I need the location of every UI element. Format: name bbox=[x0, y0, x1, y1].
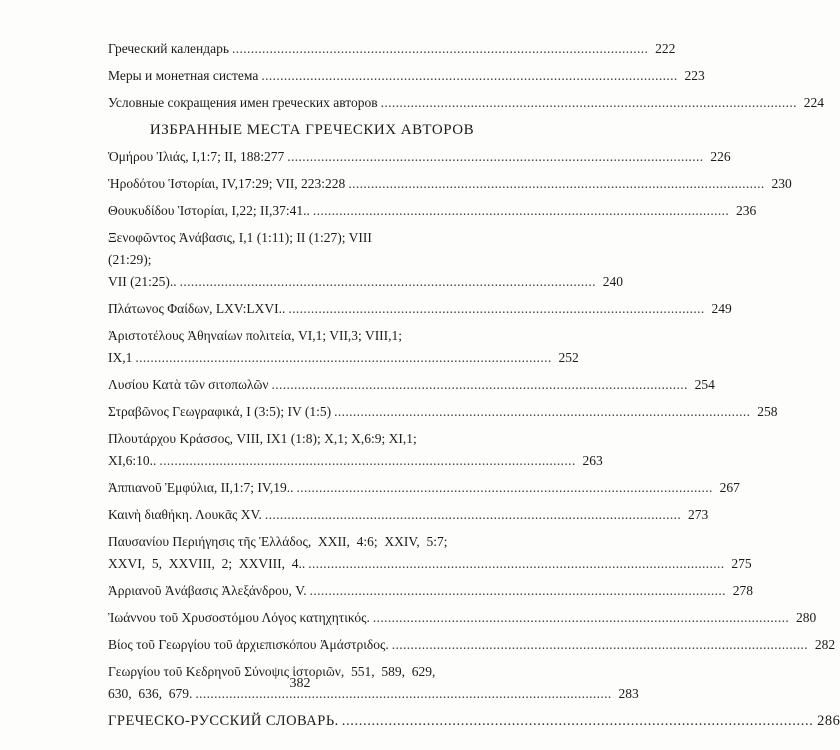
toc-entry-title-cont: 630, 636, 679. bbox=[108, 686, 193, 701]
toc-entry-title: Ἡροδότου Ἱστορίαι, IV,17:29; VII, 223:228 bbox=[108, 176, 346, 191]
dot-leader bbox=[313, 202, 727, 220]
toc-entry-page: 226 bbox=[710, 149, 731, 164]
section-heading: ИЗБРАННЫЕ МЕСТА ГРЕЧЕСКИХ АВТОРОВ bbox=[149, 122, 475, 138]
toc-entry bbox=[108, 202, 757, 229]
toc-entry-line bbox=[108, 327, 496, 345]
toc-entry-title: Γεωργίου τοῦ Κεδρηνοῦ Σύνοψις ἱστοριῶν, 551, 589, 629, bbox=[108, 664, 436, 679]
toc-entry-page: 273 bbox=[688, 507, 709, 522]
toc-entry-page: 249 bbox=[711, 301, 732, 316]
toc-entry-title: Греческий календарь bbox=[108, 41, 230, 56]
toc-entry-title: Меры и монетная система bbox=[108, 68, 259, 83]
toc-entry-title: ГРЕЧЕСКО-РУССКИЙ СЛОВАРЬ. bbox=[108, 713, 339, 729]
dot-leader bbox=[381, 94, 795, 112]
toc-entry-calendar bbox=[108, 40, 676, 67]
toc-entry-title: Λυσίου Κατὰ τῶν σιτοπωλῶν bbox=[108, 377, 269, 392]
toc-entry-page: 258 bbox=[757, 404, 778, 419]
dot-leader bbox=[288, 300, 702, 318]
toc-entry-line bbox=[108, 430, 496, 448]
toc-entry-page: 263 bbox=[582, 453, 603, 468]
toc-entry bbox=[108, 175, 792, 202]
dot-leader bbox=[265, 506, 679, 524]
toc-entry-title: Ἀριστοτέλους Ἀθηναίων πολιτεία, VI,1; VII,3; VIII,1; bbox=[108, 328, 403, 343]
toc-entry-abbreviations bbox=[108, 94, 824, 121]
toc-entry-line bbox=[108, 229, 496, 247]
toc-entry-title: Παυσανίου Περιήγησις τῆς Ἑλλάδος, XXII, 4:6; XXIV, 5:7; bbox=[108, 534, 448, 549]
dot-leader bbox=[373, 609, 787, 627]
dot-leader bbox=[261, 67, 675, 85]
dot-leader bbox=[342, 712, 812, 730]
toc-entry-page: 223 bbox=[684, 68, 705, 83]
toc-entry bbox=[108, 582, 754, 609]
dot-leader bbox=[334, 403, 748, 421]
toc-entry bbox=[108, 506, 709, 533]
toc-entry-line bbox=[108, 349, 579, 367]
toc-entry-title: Βίος τοῦ Γεωργίου τοῦ ἀρχιεπισκόπου Ἀμάστριδος. bbox=[108, 637, 389, 652]
toc-entry-title: Στραβῶνος Γεωγραφικά, I (3:5); IV (1:5) bbox=[108, 404, 332, 419]
dot-leader bbox=[232, 40, 646, 58]
toc-entry-dictionary bbox=[108, 712, 840, 739]
dot-leader bbox=[308, 555, 722, 573]
toc-entry-title: Ξενοφῶντος Ἀνάβασις, I,1 (1:11); II (1:27); VIII bbox=[108, 230, 372, 245]
toc-entry bbox=[108, 533, 752, 582]
dot-leader bbox=[287, 148, 701, 166]
toc-entry-page: 280 bbox=[795, 610, 817, 625]
toc-entry bbox=[108, 636, 836, 663]
table-of-contents bbox=[108, 40, 840, 739]
toc-entry-line bbox=[108, 251, 496, 269]
toc-entry-line bbox=[108, 533, 496, 551]
toc-entry-title-cont: (21:29); bbox=[108, 252, 152, 267]
dot-leader bbox=[180, 273, 594, 291]
toc-entry-page: 224 bbox=[803, 95, 824, 110]
toc-entry-title: Πλάτωνος Φαίδων, LXV:LXVI.. bbox=[108, 301, 286, 316]
toc-entry-page: 283 bbox=[618, 686, 639, 701]
toc-entry-page: 282 bbox=[814, 637, 836, 652]
toc-entry-page: 267 bbox=[719, 480, 740, 495]
toc-entry-page: 286 bbox=[817, 713, 840, 729]
toc-entry-page: 236 bbox=[735, 203, 757, 218]
toc-entry bbox=[108, 229, 623, 300]
toc-entry-title: Ὁμήρου Ἰλιάς, I,1:7; II, 188:277 bbox=[108, 149, 285, 164]
toc-entry bbox=[108, 376, 715, 403]
dot-leader bbox=[392, 636, 806, 654]
toc-entry-page: 275 bbox=[731, 556, 752, 571]
toc-entry bbox=[108, 327, 579, 376]
toc-entry-line bbox=[108, 273, 623, 291]
dot-leader bbox=[272, 376, 686, 394]
toc-entry bbox=[108, 148, 731, 175]
toc-entry-line bbox=[108, 452, 603, 470]
toc-entry-measures bbox=[108, 67, 705, 94]
toc-entry-title-cont: XI,6:10.. bbox=[108, 453, 157, 468]
toc-entry bbox=[108, 300, 732, 327]
dot-leader bbox=[310, 582, 724, 600]
toc-entry-page: 252 bbox=[558, 350, 579, 365]
dot-leader bbox=[348, 175, 762, 193]
toc-entry-page: 254 bbox=[694, 377, 715, 392]
toc-entry-title-cont: IX,1 bbox=[108, 350, 133, 365]
toc-entry bbox=[108, 609, 817, 636]
toc-entry-page: 222 bbox=[655, 41, 676, 56]
dot-leader bbox=[159, 452, 573, 470]
toc-entry-title: Ἀππιανοῦ Ἐμφύλια, II,1:7; IV,19.. bbox=[108, 480, 294, 495]
toc-entry-title-cont: VII (21:25).. bbox=[108, 274, 177, 289]
toc-entry-title-cont: XXVI, 5, XXVIII, 2; XXVIII, 4.. bbox=[108, 556, 306, 571]
toc-entry-title: Θουκυδίδου Ἱστορίαι, I,22; II,37:41.. bbox=[108, 203, 310, 218]
toc-entry-title: Условные сокращения имен греческих авторов bbox=[108, 95, 378, 110]
toc-entry-line bbox=[108, 555, 752, 573]
toc-entry bbox=[108, 430, 603, 479]
toc-entry bbox=[108, 403, 778, 430]
toc-entry-title: Ἀρριανοῦ Ἀνάβασις Ἀλεξάνδρου, V. bbox=[108, 583, 307, 598]
toc-entry-title: Ἰωάννου τοῦ Χρυσοστόμου Λόγος κατηχητικός. bbox=[108, 610, 370, 625]
page-number: 382 bbox=[289, 676, 311, 691]
toc-entry-page: 230 bbox=[771, 176, 792, 191]
toc-entry-title: Καινὴ διαθήκη. Λουκᾶς XV. bbox=[108, 507, 262, 522]
toc-entry-page: 278 bbox=[732, 583, 754, 598]
dot-leader bbox=[297, 479, 711, 497]
toc-entry-page: 240 bbox=[602, 274, 623, 289]
dot-leader bbox=[135, 349, 549, 367]
toc-entry bbox=[108, 479, 740, 506]
toc-entry-title: Πλουτάρχου Κράσσος, VIII, IX1 (1:8); X,1; X,6:9; XI,1; bbox=[108, 431, 417, 446]
